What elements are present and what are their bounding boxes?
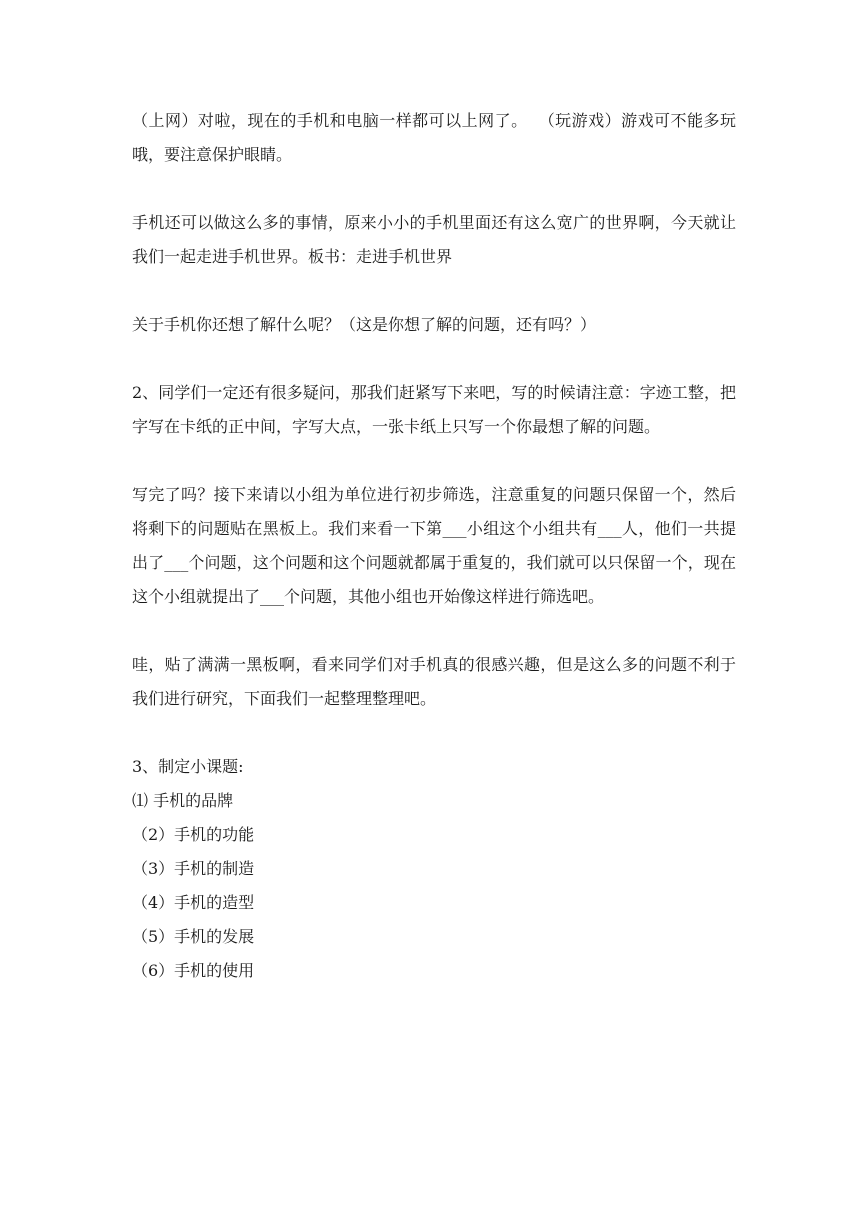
document-body [132, 104, 736, 988]
paragraph-phone-world: 手机还可以做这么多的事情，原来小小的手机里面还有这么宽广的世界啊，今天就让我们一起走进手机世界。板书：走进手机世界 [132, 213, 736, 266]
topic-list [132, 784, 736, 988]
list-item: （2）手机的功能 [132, 825, 255, 844]
list-item: （5）手机的发展 [132, 927, 255, 946]
paragraph-write-questions: 2、同学们一定还有很多疑问，那我们赶紧写下来吧，写的时候请注意：字迹工整，把字写在卡纸的正中间，字写大点，一张卡纸上只写一个你最想了解的问题。 [132, 383, 736, 436]
list-item: （4）手机的造型 [132, 893, 255, 912]
list-item: （6）手机的使用 [132, 961, 255, 980]
paragraph-blackboard: 哇，贴了满满一黑板啊，看来同学们对手机真的很感兴趣，但是这么多的问题不利于我们进行研究，下面我们一起整理整理吧。 [132, 655, 736, 708]
list-item: ⑴ 手机的品牌 [132, 791, 234, 810]
paragraph-group-filter: 写完了吗？接下来请以小组为单位进行初步筛选，注意重复的问题只保留一个，然后将剩下的问题贴在黑板上。我们来看一下第___小组这个小组共有___人，他们一共提出了___个问题，这个问题和这个问题就都属于重复的，我们就可以只保留一个，现在这个小组就提出了___个问题，其他小组也开始像这样进行筛选吧。 [132, 485, 736, 606]
section-heading-topics: 3、制定小课题: [132, 757, 244, 776]
paragraph-questions: 关于手机你还想了解什么呢？（这是你想了解的问题，还有吗？） [132, 315, 597, 334]
list-item: （3）手机的制造 [132, 859, 255, 878]
paragraph-internet-games: （上网）对啦，现在的手机和电脑一样都可以上网了。 （玩游戏）游戏可不能多玩哦，要注意保护眼睛。 [132, 111, 736, 164]
